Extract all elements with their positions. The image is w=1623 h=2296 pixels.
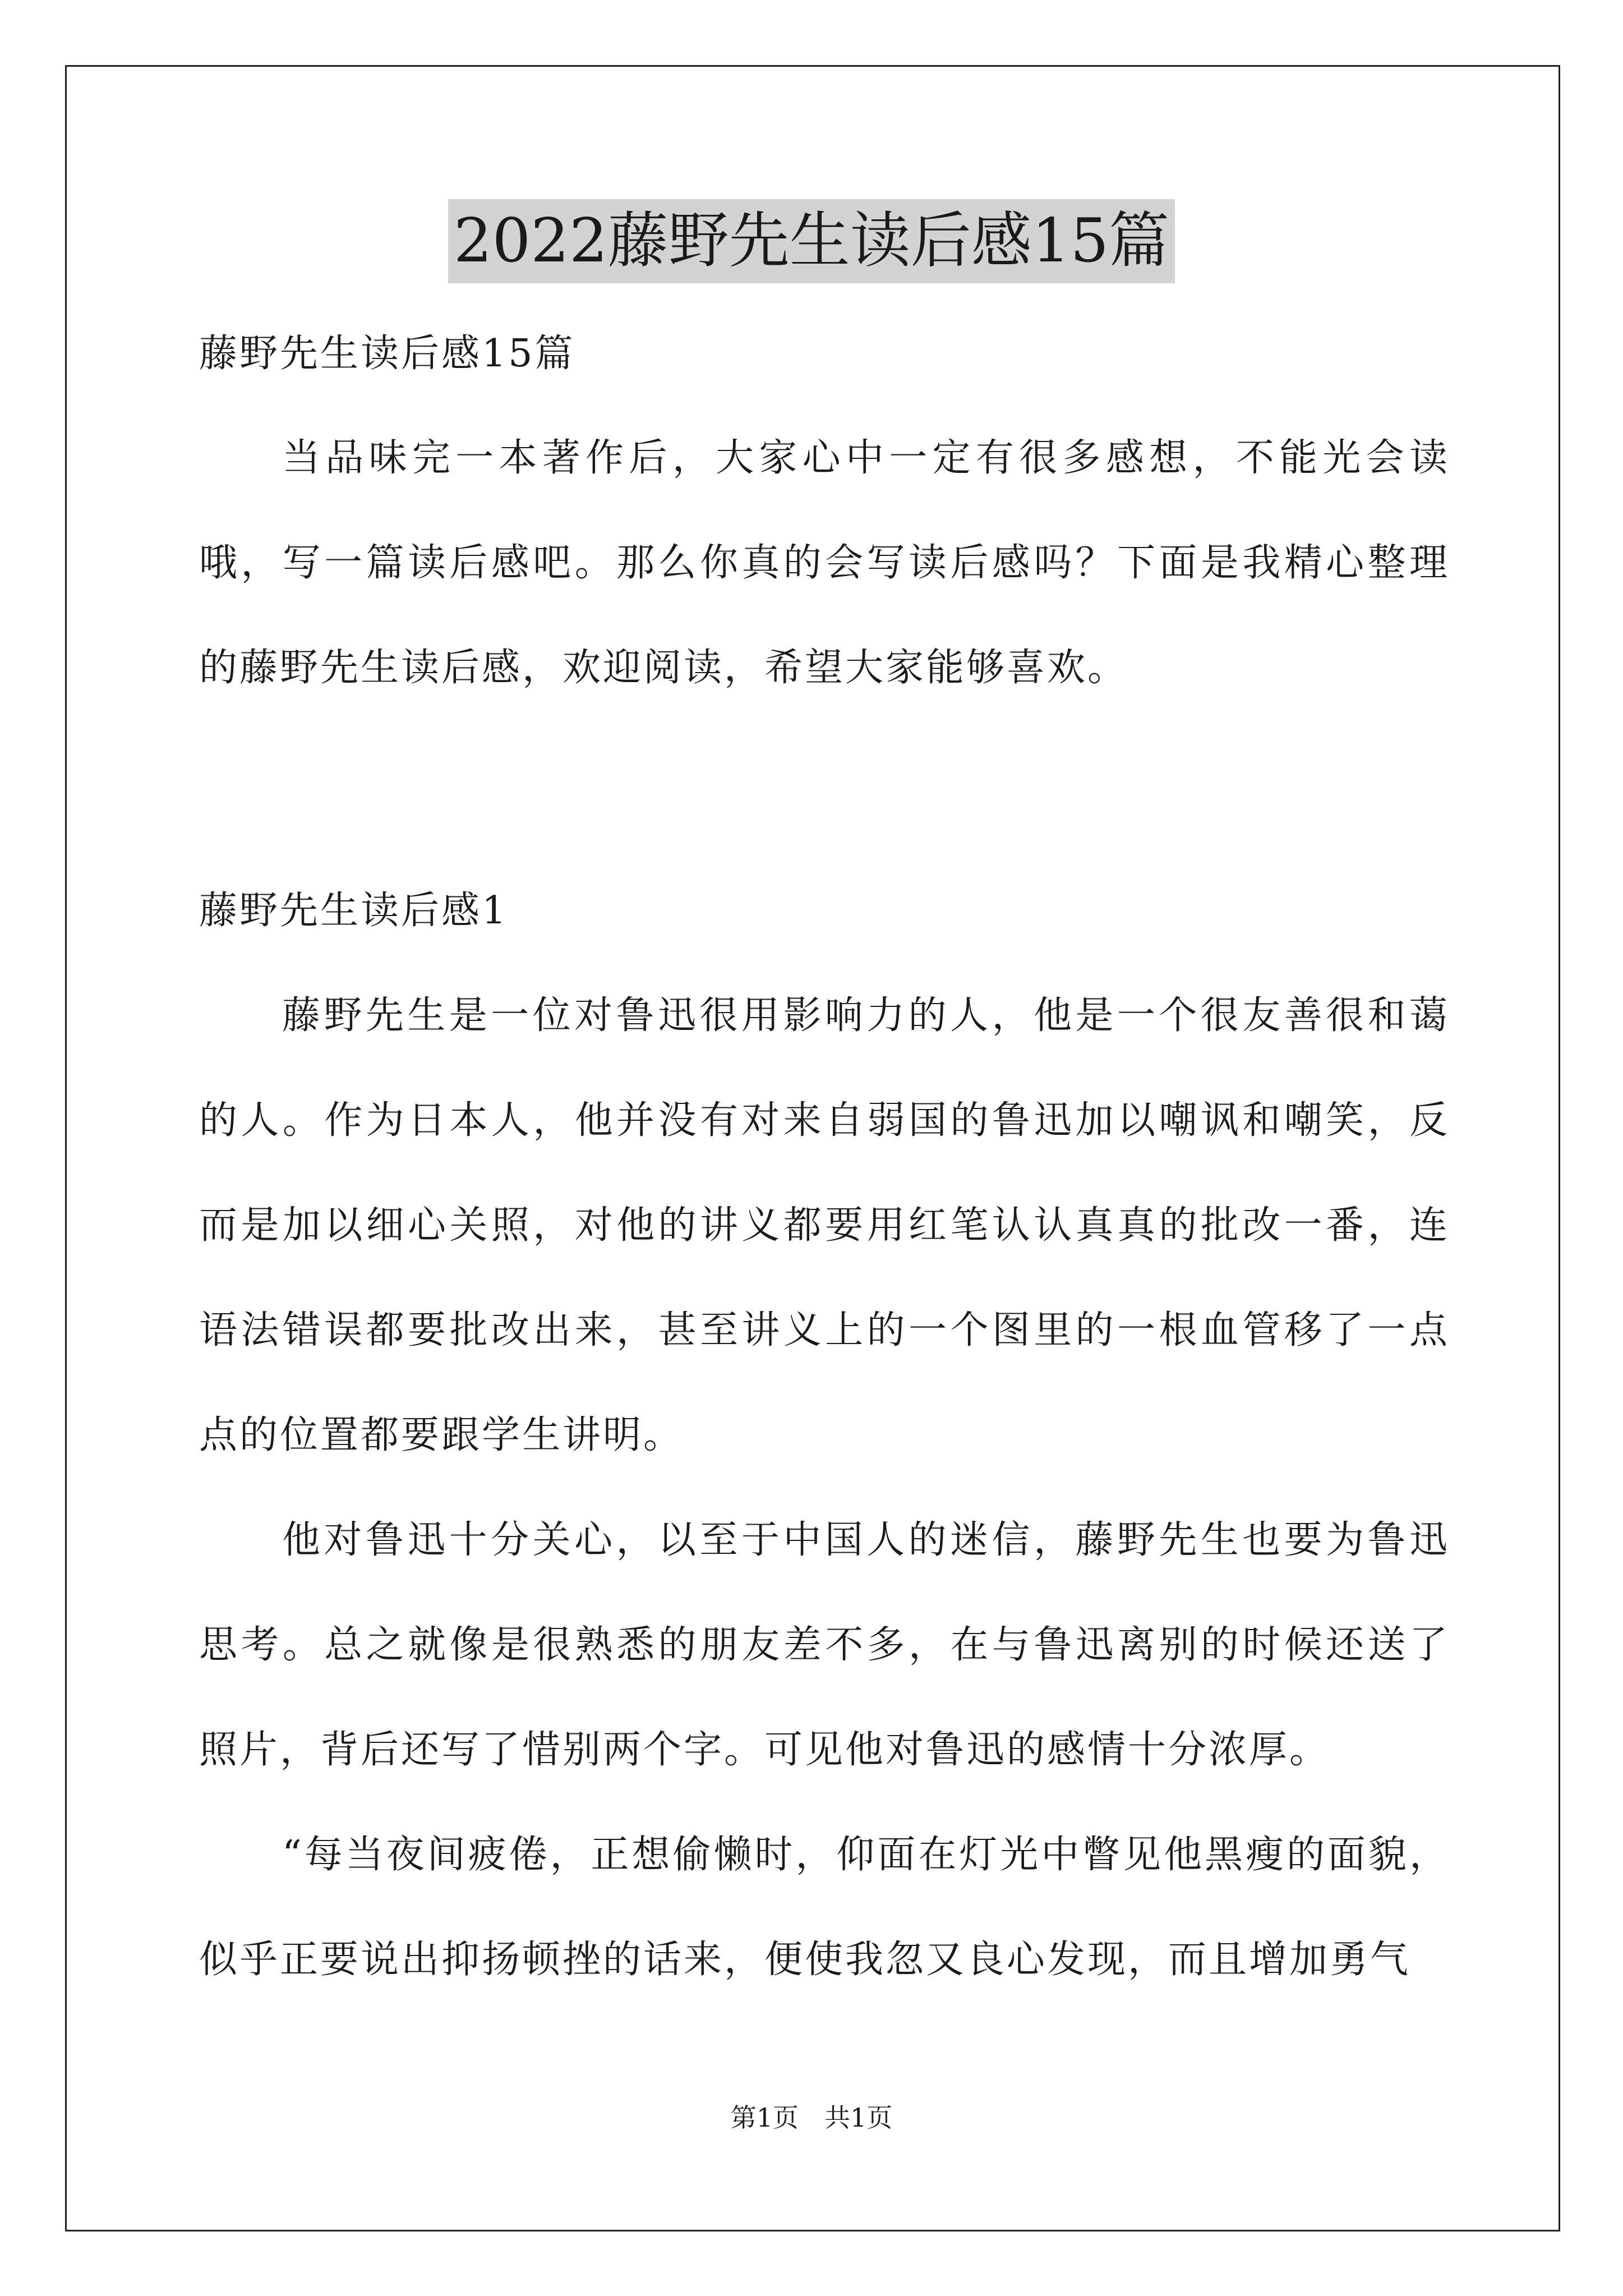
intro-block	[199, 406, 1450, 720]
section-1-heading-block	[199, 858, 1450, 963]
page-footer	[0, 2101, 1623, 2134]
document-title: 2022藤野先生读后感15篇	[448, 199, 1175, 283]
section-1-paragraph-3: “每当夜间疲倦，正想偷懒时，仰面在灯光中瞥见他黑瘦的面貌，似乎正要说出抑扬顿挫的话来，便使我忽又良心发现，而且增加勇气	[199, 1833, 1450, 1982]
intro-paragraph: 当品味完一本著作后，大家心中一定有很多感想，不能光会读哦，写一篇读后感吧。那么你真的会写读后感吗？下面是我精心整理的藤野先生读后感，欢迎阅读，希望大家能够喜欢。	[199, 436, 1450, 690]
section-1-paragraph-2: 他对鲁迅十分关心，以至于中国人的迷信，藤野先生也要为鲁迅思考。总之就像是很熟悉的朋友差不多，在与鲁迅离别的时候还送了照片，背后还写了惜别两个字。可见他对鲁迅的感情十分浓厚。	[199, 1518, 1450, 1772]
page-number: 第1页	[730, 2102, 799, 2133]
subtitle-block	[199, 301, 1450, 406]
section-1-paragraph-1: 藤野先生是一位对鲁迅很用影响力的人，他是一个很友善很和蔼的人。作为日本人，他并没有对来自弱国的鲁迅加以嘲讽和嘲笑，反而是加以细心关照，对他的讲义都要用红笔认认真真的批改一番，连语法错误都要批改出来，甚至讲义上的一个图里的一根血管移了一点点的位置都要跟学生讲明。	[199, 993, 1450, 1457]
page-total: 共1页	[824, 2102, 893, 2133]
section-1-body	[199, 963, 1450, 2012]
document-subtitle: 藤野先生读后感15篇	[199, 332, 575, 376]
section-1-heading: 藤野先生读后感1	[199, 889, 509, 933]
title-container	[0, 199, 1623, 283]
